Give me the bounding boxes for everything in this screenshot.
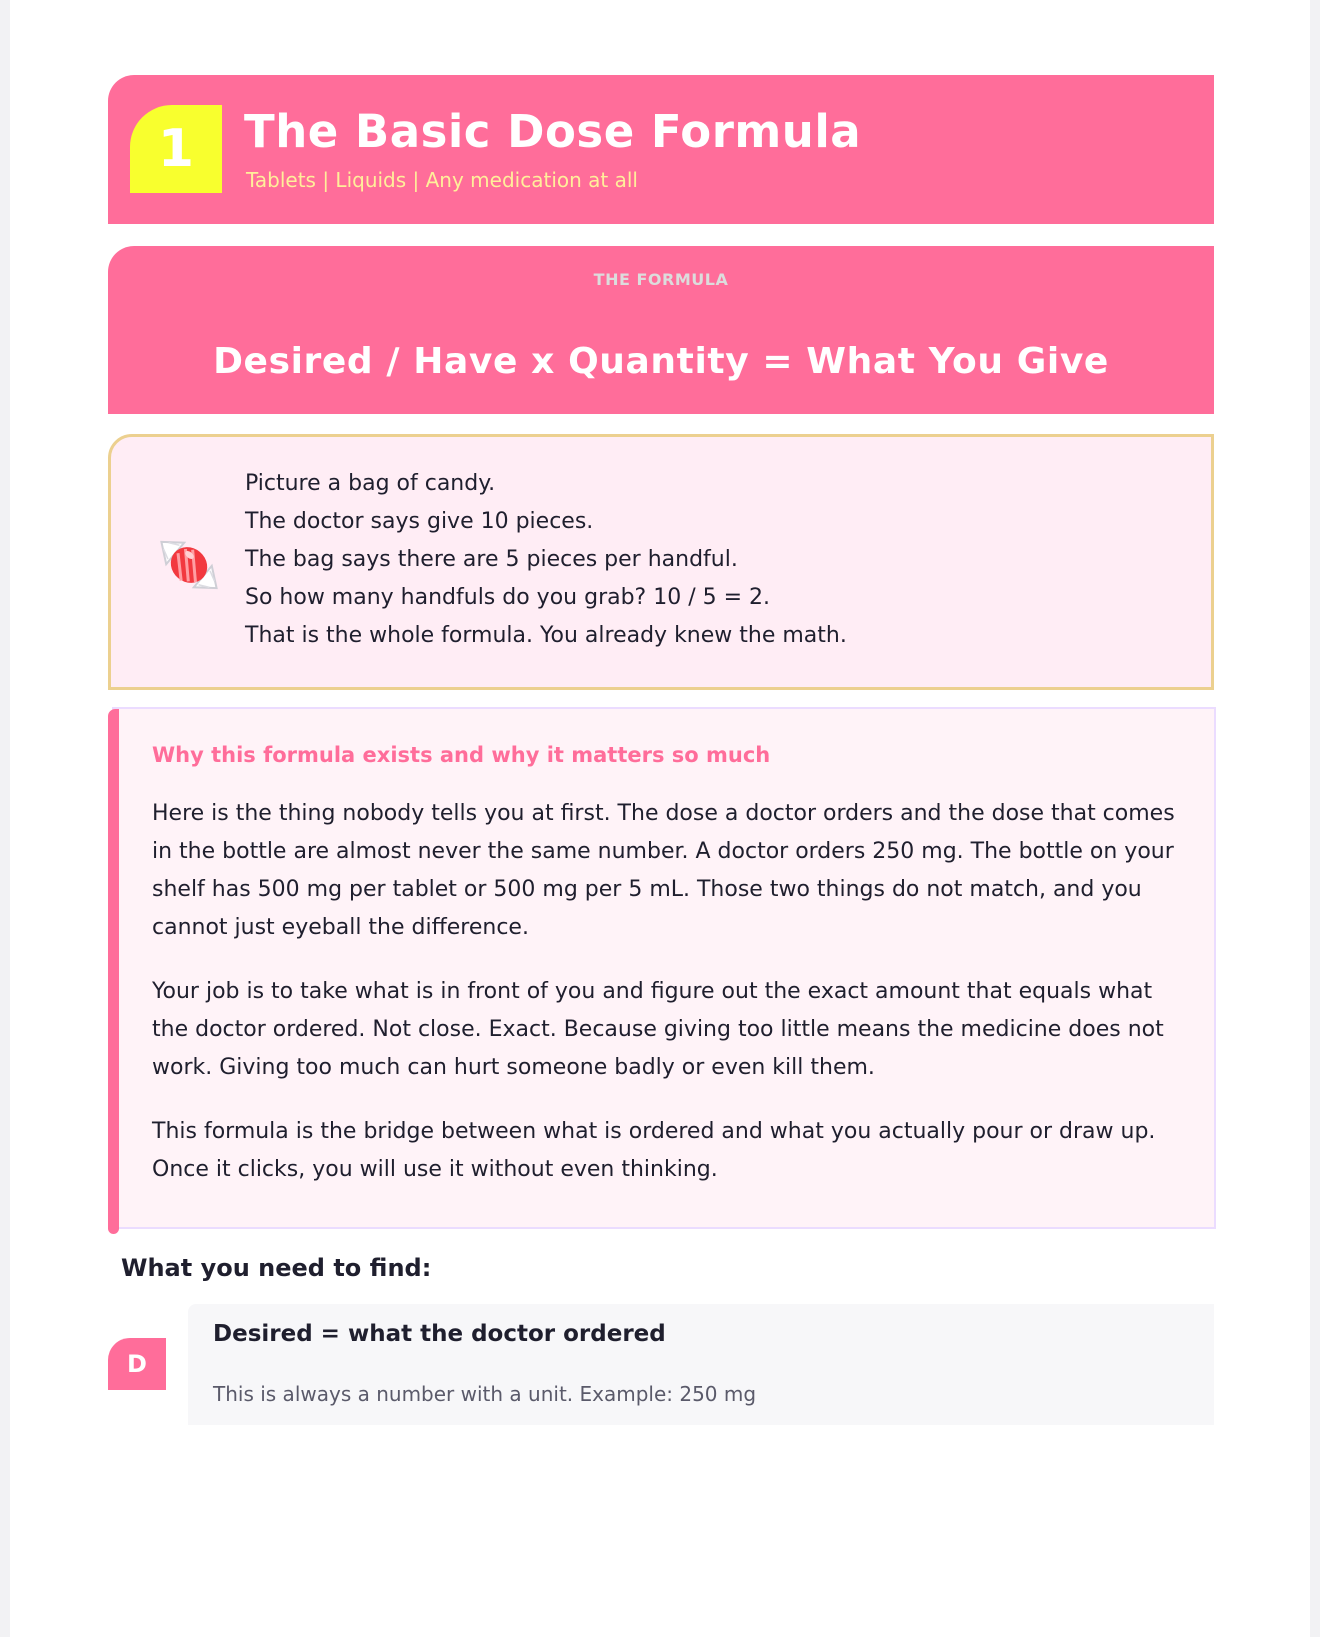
why-title: Why this formula exists and why it matters so much	[152, 743, 771, 767]
letter-badge: D	[108, 1338, 166, 1390]
section-subtitle: Tablets | Liquids | Any medication at all	[246, 168, 638, 192]
why-paragraph: This formula is the bridge between what is ordered and what you actually pour or draw up. Once it clicks, you will use it without even thinking.	[152, 1119, 1156, 1182]
formula-label: THE FORMULA	[593, 270, 729, 289]
analogy-text	[245, 465, 847, 655]
analogy-line: So how many handfuls do you grab? 10 / 5 = 2.	[245, 585, 771, 610]
find-item-card	[188, 1304, 1214, 1425]
why-box	[108, 707, 1214, 1227]
why-paragraph: Here is the thing nobody tells you at first. The dose a doctor orders and the dose that comes in the bottle are almost never the same number. A doctor orders 250 mg. The bottle on your shelf has 500 mg per tablet or 500 mg per 5 mL. Those two things do not match, and you cannot just eyeball the difference.	[152, 801, 1175, 940]
analogy-line: The doctor says give 10 pieces.	[245, 509, 594, 534]
analogy-box	[108, 434, 1214, 690]
formula-box	[108, 246, 1214, 414]
why-accent-bar	[108, 709, 119, 1234]
find-item-title: Desired = what the doctor ordered	[213, 1321, 666, 1347]
candy-icon	[149, 525, 229, 605]
why-body	[152, 795, 1192, 1215]
section-header	[108, 75, 1214, 224]
find-heading: What you need to find:	[121, 1254, 432, 1282]
section-number-badge: 1	[130, 105, 222, 193]
analogy-line: That is the whole formula. You already knew the math.	[245, 623, 847, 648]
page	[10, 0, 1310, 1637]
analogy-line: The bag says there are 5 pieces per handful.	[245, 547, 738, 572]
find-item-desired	[108, 1304, 1214, 1425]
why-paragraph: Your job is to take what is in front of you and figure out the exact amount that equals what the doctor ordered. Not close. Exact. Because giving too little means the medicine does not work. Giving too much can hurt someone badly or even kill them.	[152, 979, 1164, 1080]
analogy-line: Picture a bag of candy.	[245, 471, 496, 496]
section-title: The Basic Dose Formula	[244, 105, 862, 158]
find-item-description: This is always a number with a unit. Example: 250 mg	[213, 1382, 757, 1406]
formula-text: Desired / Have x Quantity = What You Give	[213, 341, 1109, 382]
